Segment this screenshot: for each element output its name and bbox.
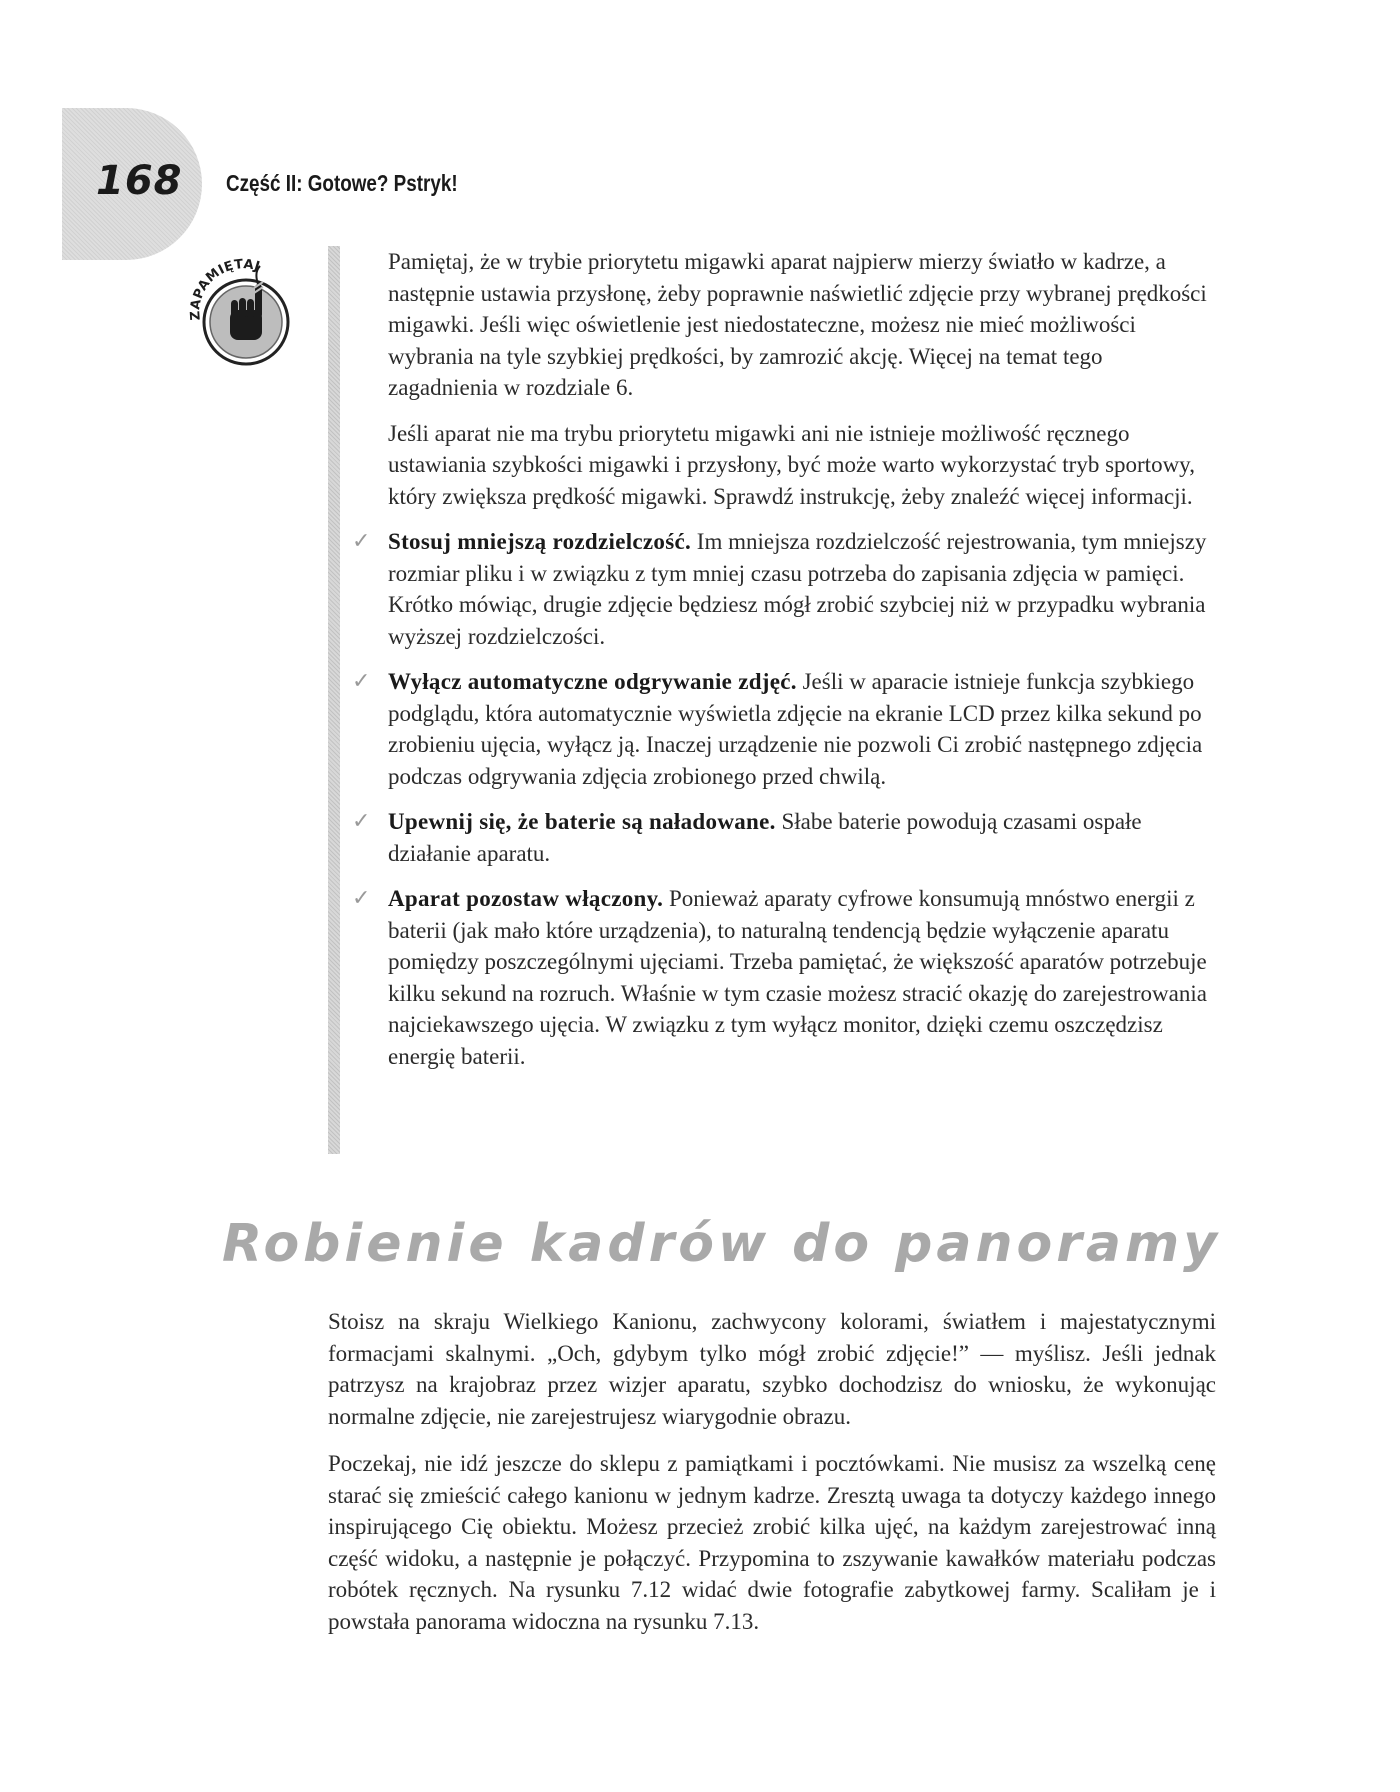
running-head: Część II: Gotowe? Pstryk! [226,170,458,196]
list-item-lead: Stosuj mniejszą rozdzielczość. [388,529,692,554]
section-title: Robienie kadrów do panoramy [222,1214,1222,1274]
paragraph: Jeśli aparat nie ma trybu priorytetu migawki ani nie istnieje możliwość ręcznego ustawiania szybkości migawki i przysłony, być może warto wykorzystać tryb sportowy, który zwiększa prędkość migawki. Sprawdź instrukcję, żeby znaleźć więcej informacji. [388,420,1195,509]
list-item-lead: Aparat pozostaw włączony. [388,886,664,911]
list-item [352,883,1216,1072]
paragraph: Pamiętaj, że w trybie priorytetu migawki aparat najpierw mierzy światło w kadrze, a następnie ustawia przysłonę, żeby poprawnie naświetlić zdjęcie przy wybranej prędkości migawki. Jeśli więc oświetlenie jest niedostateczne, możesz nie mieć możliwości wybrania na tyle szybkiej prędkości, by zamrozić akcję. Więcej na temat tego zagadnienia w rozdziale 6. [388,249,1207,400]
list-item-text: Jeśli w aparacie istnieje funkcja szybkiego podglądu, która automatycznie wyświetla zdjęcie na ekranie LCD przez kilka sekund po zrobieniu ujęcia, wyłącz ją. Inaczej urządzenie nie pozwoli Ci zrobić następnego zdjęcia podczas odgrywania zdjęcia zrobionego przed chwilą. [388,669,1203,789]
list-item-lead: Wyłącz automatyczne odgrywanie zdjęć. [388,669,797,694]
checkmark-icon: ✓ [352,529,371,554]
remember-icon-label: ZAPAMIĘTAJ [188,257,262,321]
paragraph: Poczekaj, nie idź jeszcze do sklepu z pamiątkami i pocztówkami. Nie musisz za wszelką cenę starać się zmieścić całego kanionu w jednym kadrze. Zresztą uwaga ta dotyczy każdego innego inspirującego Cię obiektu. Możesz przecież zrobić kilka ujęć, na każdym zarejestrować inną część widoku, a następnie je połączyć. Przypomina to zszywanie kawałków materiału podczas robótek ręcznych. Na rysunku 7.12 widać dwie fotografie zabytkowej farmy. Scaliłam je i powstała panorama widoczna na rysunku 7.13. [328,1451,1216,1634]
checkmark-icon: ✓ [352,886,371,911]
list-item [352,666,1216,792]
paragraph: Stoisz na skraju Wielkiego Kanionu, zachwycony kolorami, światłem i majestatycznymi formacjami skalnymi. „Och, gdybym tylko mógł zrobić zdjęcie!” — myślisz. Jeśli jednak patrzysz na krajobraz przez wizjer aparatu, szybko dochodzisz do wniosku, że wykonując normalne zdjęcie, nie zarejestrujesz wiarygodnie obrazu. [328,1309,1216,1429]
remember-icon [176,248,306,378]
page-number: 168 [96,158,183,204]
list-item-lead: Upewnij się, że baterie są naładowane. [388,809,776,834]
list-item [352,526,1216,652]
section-body [328,1306,1216,1653]
checkmark-icon: ✓ [352,809,371,834]
sidebar-rule [328,246,340,1154]
main-column [352,246,1216,1086]
list-item [352,806,1216,869]
list-item-text: Im mniejsza rozdzielczość rejestrowania, tym mniejszy rozmiar pliku i w związku z tym mniej czasu potrzeba do zapisania zdjęcia w pamięci. Krótko mówiąc, drugie zdjęcie będziesz mógł zrobić szybciej niż w przypadku wybrania wyższej rozdzielczości. [388,529,1207,649]
checkmark-icon: ✓ [352,669,371,694]
list-item-text: Słabe baterie powodują czasami ospałe działanie aparatu. [388,809,1142,866]
list-item-text: Ponieważ aparaty cyfrowe konsumują mnóstwo energii z baterii (jak mało które urządzenia), to naturalną tendencją będzie wyłączenie aparatu pomiędzy poszczególnymi ujęciami. Trzeba pamiętać, że większość aparatów potrzebuje kilku sekund na rozruch. Właśnie w tym czasie możesz stracić okazję do zarejestrowania najciekawszego ujęcia. W związku z tym wyłącz monitor, dzięki czemu oszczędzisz energię baterii. [388,886,1207,1069]
tips-checklist [352,526,1216,1072]
